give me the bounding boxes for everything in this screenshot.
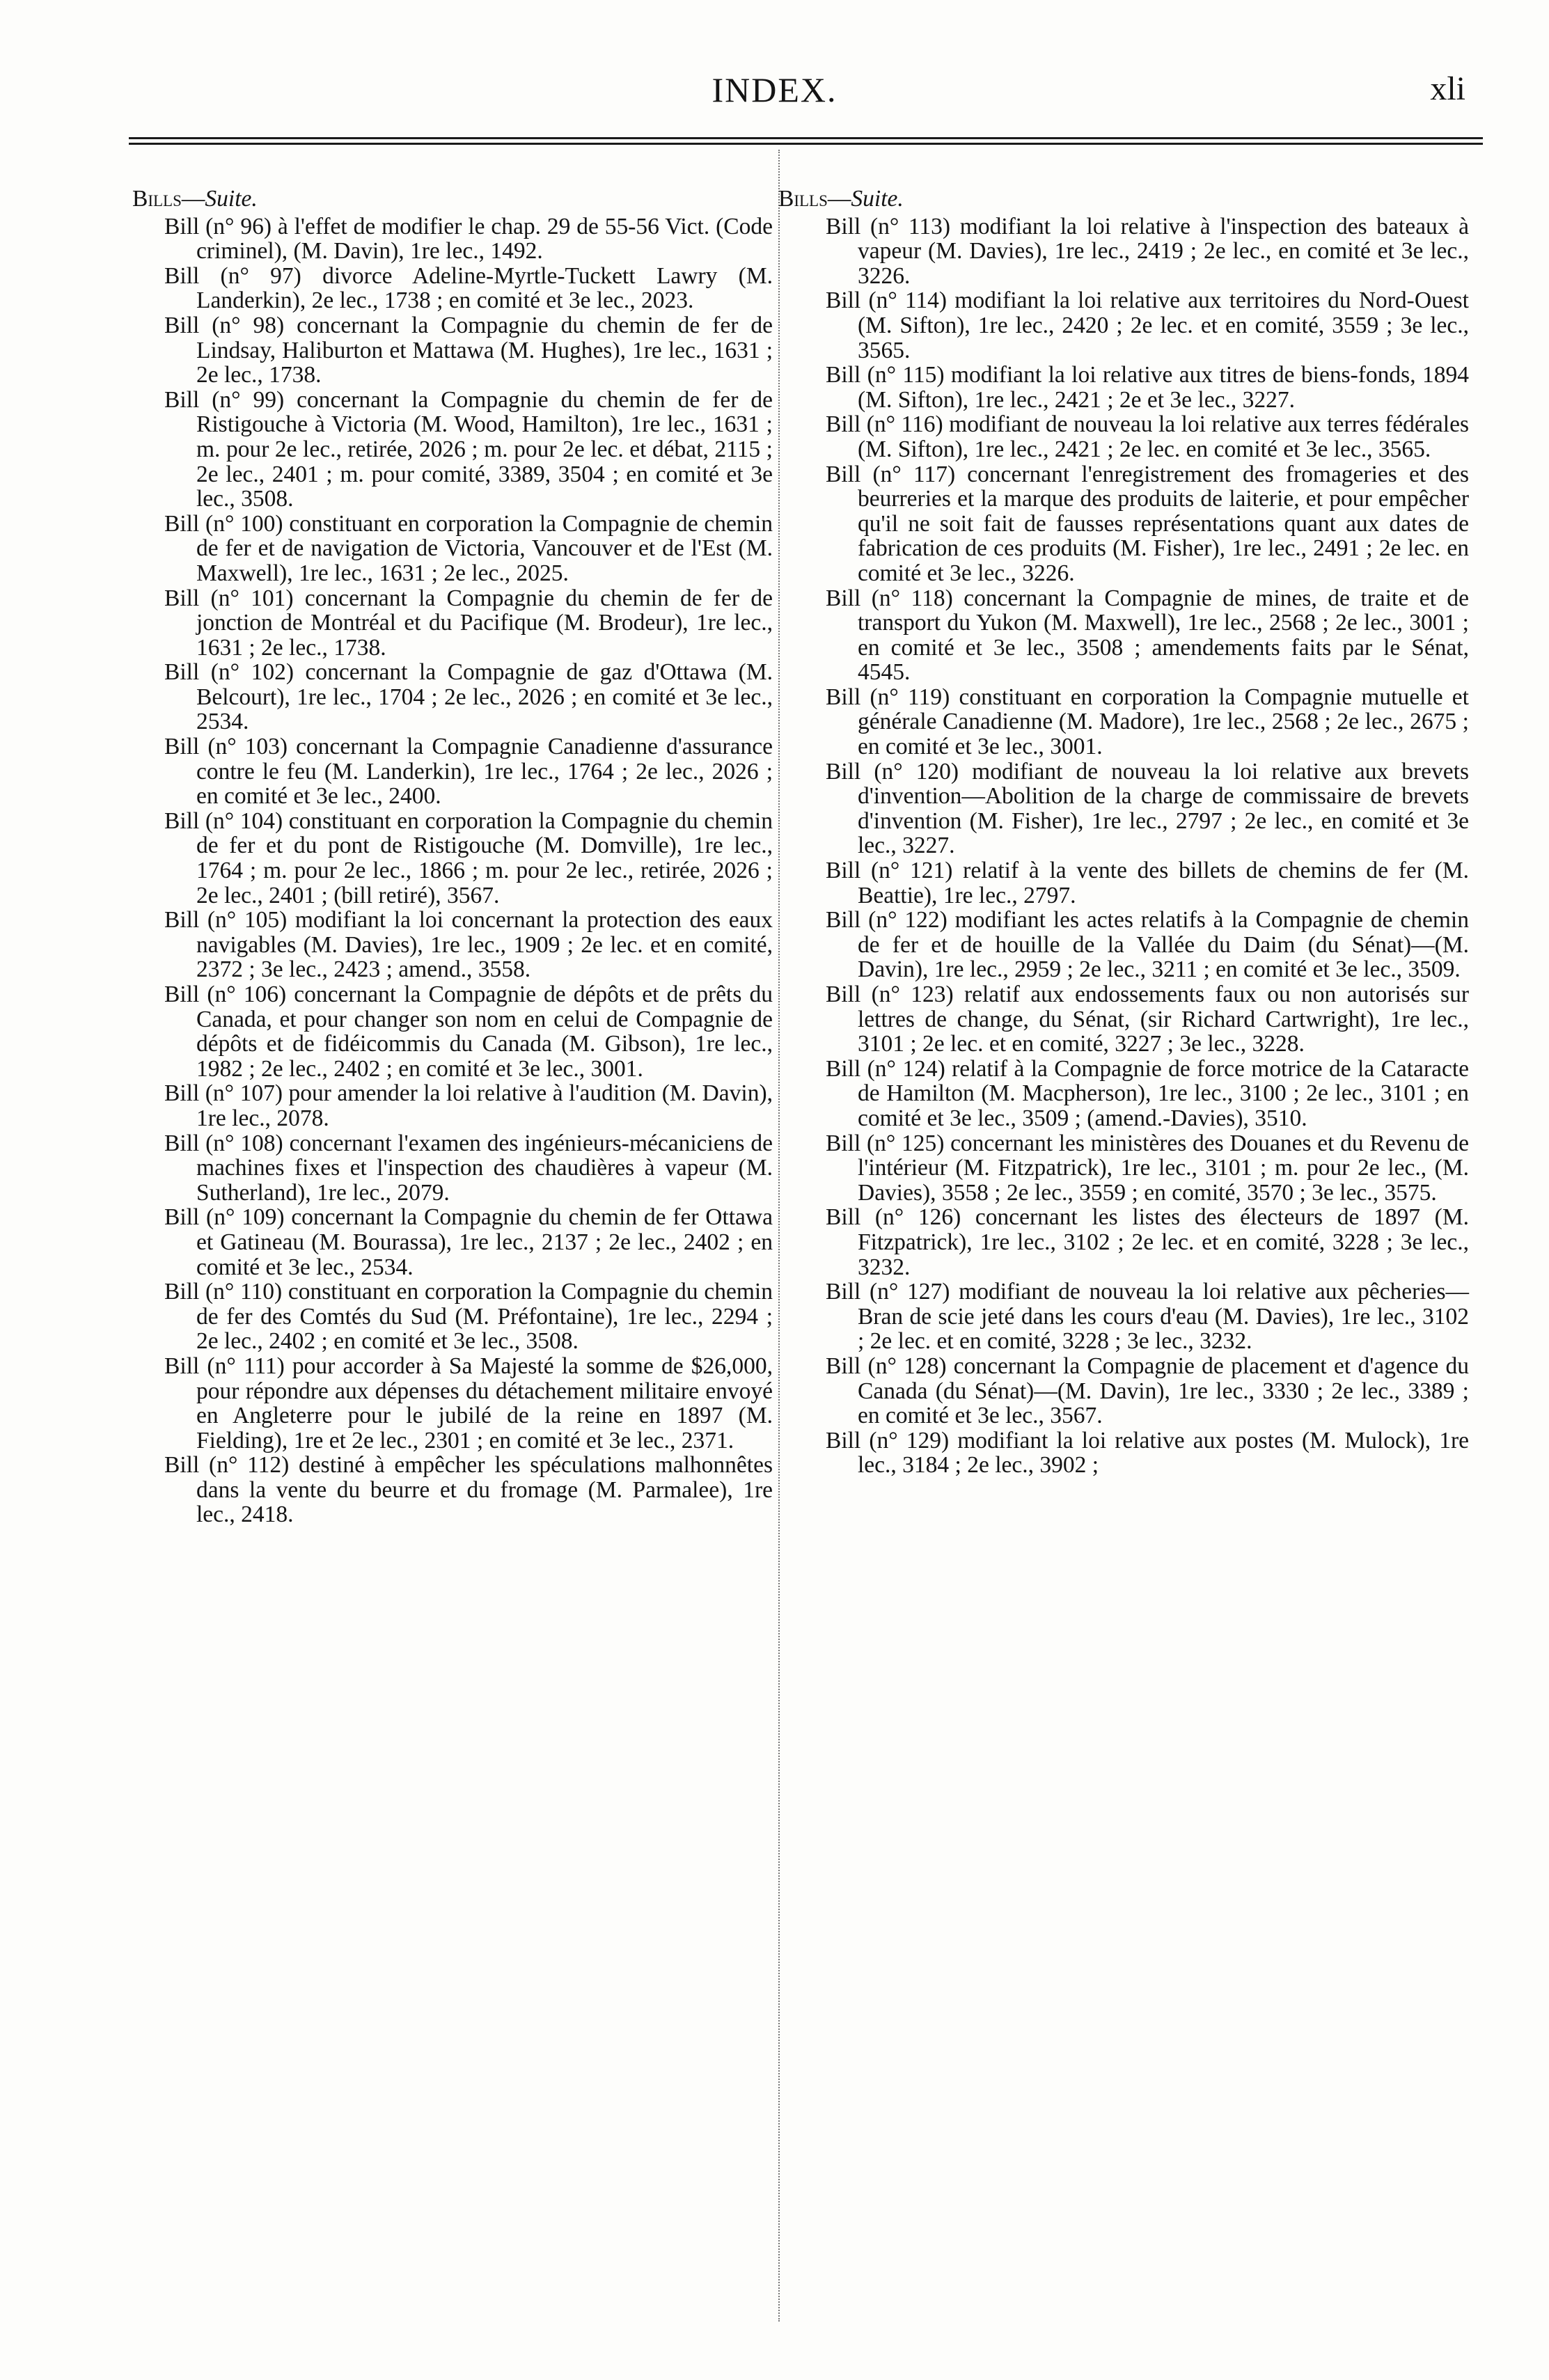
index-entry: Bill (n° 124) relatif à la Compagnie de force motrice de la Cataracte de Hamilton (M. Macpherson), 1re lec., 3100 ; 2e lec., 3101 ; en comité et 3e lec., 3509 ; (amend.-Davies), 3510. bbox=[826, 1055, 1469, 1131]
index-entry: Bill (n° 116) modifiant de nouveau la loi relative aux terres fédérales (M. Sifton), 1re lec., 2421 ; 2e lec. en comité et 3e lec., 3565. bbox=[826, 411, 1469, 462]
index-entry: Bill (n° 100) constituant en corporation la Compagnie de chemin de fer et de navigation de Victoria, Vancouver et de l'Est (M. Maxwell), 1re lec., 1631 ; 2e lec., 2025. bbox=[164, 510, 773, 586]
index-entry: Bill (n° 127) modifiant de nouveau la loi relative aux pêcheries—Bran de scie jeté dans les cours d'eau (M. Davies), 1re lec., 3102 ; 2e lec. et en comité, 3228 ; 3e lec., 3232. bbox=[826, 1279, 1469, 1355]
section-heading: Bills—Suite. bbox=[778, 186, 904, 212]
index-entry: Bill (n° 97) divorce Adeline-Myrtle-Tuckett Lawry (M. Landerkin), 2e lec., 1738 ; en comité et 3e lec., 2023. bbox=[164, 262, 773, 314]
index-entry: Bill (n° 128) concernant la Compagnie de placement et d'agence du Canada (du Sénat)—(M. Davin), 1re lec., 3330 ; 2e lec., 3389 ; en comité et 3e lec., 3567. bbox=[826, 1353, 1469, 1429]
page-number: xli bbox=[1430, 70, 1465, 107]
index-entry: Bill (n° 107) pour amender la loi relative à l'audition (M. Davin), 1re lec., 2078. bbox=[164, 1080, 773, 1131]
index-entry: Bill (n° 102) concernant la Compagnie de gaz d'Ottawa (M. Belcourt), 1re lec., 1704 ; 2e lec., 2026 ; en comité et 3e lec., 2534. bbox=[164, 659, 773, 735]
index-entry: Bill (n° 123) relatif aux endossements faux ou non autorisés sur lettres de change, du Sénat, (sir Richard Cartwright), 1re lec., 3101 ; 2e lec. et en comité, 3227 ; 3e lec., 3228. bbox=[826, 982, 1469, 1057]
index-entry: Bill (n° 104) constituant en corporation la Compagnie du chemin de fer et du pont de Ristigouche (M. Domville), 1re lec., 1764 ; m. pour 2e lec., 1866 ; m. pour 2e lec., retirée, 2026 ; 2e lec., 2401 ; (bill retiré), 3567. bbox=[164, 807, 773, 908]
index-entry: Bill (n° 98) concernant la Compagnie du chemin de fer de Lindsay, Haliburton et Mattawa (M. Hughes), 1re lec., 1631 ; 2e lec., 1738. bbox=[164, 312, 773, 388]
index-entry: Bill (n° 110) constituant en corporation la Compagnie du chemin de fer des Comtés du Sud (M. Préfontaine), 1re lec., 2294 ; 2e lec., 2402 ; en comité et 3e lec., 3508. bbox=[164, 1279, 773, 1355]
index-entry: Bill (n° 113) modifiant la loi relative à l'inspection des bateaux à vapeur (M. Davies), 1re lec., 2419 ; 2e lec., en comité et 3e lec., 3226. bbox=[826, 213, 1469, 289]
entry-list bbox=[132, 214, 773, 1527]
index-entry: Bill (n° 118) concernant la Compagnie de mines, de traite et de transport du Yukon (M. Maxwell), 1re lec., 2568 ; 2e lec., 3001 ; en comité et 3e lec., 3508 ; amendements faits par le Sénat, 4545. bbox=[826, 585, 1469, 686]
entry-list bbox=[766, 214, 1469, 1478]
index-entry: Bill (n° 101) concernant la Compagnie du chemin de fer de jonction de Montréal et du Pacifique (M. Brodeur), 1re lec., 1631 ; 2e lec., 1738. bbox=[164, 585, 773, 661]
index-entry: Bill (n° 109) concernant la Compagnie du chemin de fer Ottawa et Gatineau (M. Bourassa), 1re lec., 2137 ; 2e lec., 2402 ; en comité et 3e lec., 2534. bbox=[164, 1204, 773, 1280]
page-title: INDEX. bbox=[711, 70, 838, 109]
index-entry: Bill (n° 125) concernant les ministères des Douanes et du Revenu de l'intérieur (M. Fitzpatrick), 1re lec., 3101 ; m. pour 2e lec., (M. Davies), 3558 ; 2e lec., 3559 ; en comité, 3570 ; 3e lec., 3575. bbox=[826, 1130, 1469, 1206]
header-rule-bottom bbox=[129, 143, 1483, 145]
right-column bbox=[766, 187, 1469, 1478]
index-entry: Bill (n° 121) relatif à la vente des billets de chemins de fer (M. Beattie), 1re lec., 2797. bbox=[826, 858, 1469, 908]
index-entry: Bill (n° 105) modifiant la loi concernant la protection des eaux navigables (M. Davies), 1re lec., 1909 ; 2e lec. et en comité, 2372 ; 3e lec., 2423 ; amend., 3558. bbox=[164, 907, 773, 983]
left-column bbox=[132, 187, 773, 1527]
index-entry: Bill (n° 103) concernant la Compagnie Canadienne d'assurance contre le feu (M. Landerkin), 1re lec., 1764 ; 2e lec., 2026 ; en comité et 3e lec., 2400. bbox=[164, 734, 773, 810]
index-entry: Bill (n° 99) concernant la Compagnie du chemin de fer de Ristigouche à Victoria (M. Wood, Hamilton), 1re lec., 1631 ; m. pour 2e lec., retirée, 2026 ; m. pour 2e lec. et débat, 2115 ; 2e lec., 2401 ; m. pour comité, 3389, 3504 ; en comité et 3e lec., 3508. bbox=[164, 386, 773, 512]
header-rule-top bbox=[129, 137, 1483, 139]
index-entry: Bill (n° 111) pour accorder à Sa Majesté la somme de $26,000, pour répondre aux dépenses du détachement militaire envoyé en Angleterre pour le jubilé de la reine en 1897 (M. Fielding), 1re et 2e lec., 2301 ; en comité et 3e lec., 2371. bbox=[164, 1353, 773, 1453]
index-entry: Bill (n° 106) concernant la Compagnie de dépôts et de prêts du Canada, et pour changer son nom en celui de Compagnie de dépôts et de fidéicommis du Canada (M. Gibson), 1re lec., 1982 ; 2e lec., 2402 ; en comité et 3e lec., 3001. bbox=[164, 982, 773, 1082]
index-entry: Bill (n° 114) modifiant la loi relative aux territoires du Nord-Ouest (M. Sifton), 1re lec., 2420 ; 2e lec. et en comité, 3559 ; 3e lec., 3565. bbox=[826, 287, 1469, 363]
index-entry: Bill (n° 120) modifiant de nouveau la loi relative aux brevets d'invention—Abolition de la charge de commissaire de brevets d'invention (M. Fisher), 1re lec., 2797 ; 2e lec., en comité et 3e lec., 3227. bbox=[826, 758, 1469, 859]
index-entry: Bill (n° 96) à l'effet de modifier le chap. 29 de 55-56 Vict. (Code criminel), (M. Davin), 1re lec., 1492. bbox=[164, 213, 773, 265]
index-entry: Bill (n° 108) concernant l'examen des ingénieurs-mécaniciens de machines fixes et l'inspection des chaudières à vapeur (M. Sutherland), 1re lec., 2079. bbox=[164, 1130, 773, 1206]
index-entry: Bill (n° 126) concernant les listes des électeurs de 1897 (M. Fitzpatrick), 1re lec., 3102 ; 2e lec. et en comité, 3228 ; 3e lec., 3232. bbox=[826, 1204, 1469, 1280]
index-entry: Bill (n° 129) modifiant la loi relative aux postes (M. Mulock), 1re lec., 3184 ; 2e lec., 3902 ; bbox=[826, 1427, 1469, 1479]
index-entry: Bill (n° 117) concernant l'enregistrement des fromageries et des beurreries et la marque des produits de laiterie, et pour empêcher qu'il ne soit fait de fausses représentations quant aux dates de fabrication de ces produits (M. Fisher), 1re lec., 2491 ; 2e lec. en comité et 3e lec., 3226. bbox=[826, 461, 1469, 586]
index-entry: Bill (n° 119) constituant en corporation la Compagnie mutuelle et générale Canadienne (M. Madore), 1re lec., 2568 ; 2e lec., 2675 ; en comité et 3e lec., 3001. bbox=[826, 684, 1469, 760]
page-header bbox=[0, 70, 1549, 111]
index-entry: Bill (n° 122) modifiant les actes relatifs à la Compagnie de chemin de fer et de houille de la Vallée du Daim (du Sénat)—(M. Davin), 1re lec., 2959 ; 2e lec., 3211 ; en comité et 3e lec., 3509. bbox=[826, 907, 1469, 983]
index-entry: Bill (n° 112) destiné à empêcher les spéculations malhonnêtes dans la vente du beurre et du fromage (M. Parmalee), 1re lec., 2418. bbox=[164, 1452, 773, 1528]
section-heading: Bills—Suite. bbox=[132, 186, 258, 212]
index-entry: Bill (n° 115) modifiant la loi relative aux titres de biens-fonds, 1894 (M. Sifton), 1re lec., 2421 ; 2e et 3e lec., 3227. bbox=[826, 362, 1469, 413]
